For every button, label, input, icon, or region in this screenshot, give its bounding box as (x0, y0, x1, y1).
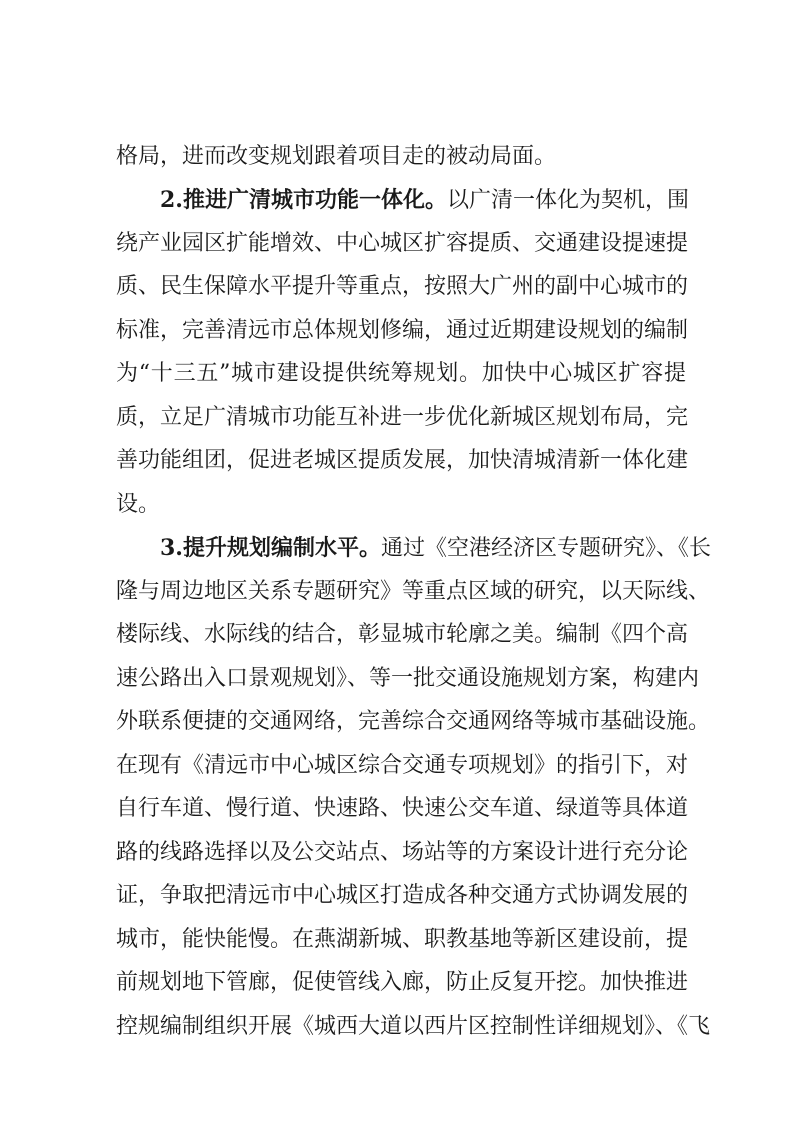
text-line-20: 前规划地下管廊，促使管线入廊，防止反复开挖。加快推进 (116, 970, 689, 995)
text-line-17: 路的线路选择以及公交站点、场站等的方案设计进行充分论 (116, 840, 689, 865)
section-2-heading: 2.推进广清城市功能一体化。 (160, 187, 447, 213)
section-3-heading: 3.提升规划编制水平。 (160, 535, 381, 561)
text-line-5: 标准，完善清远市总体规划修编，通过近期建设规划的编制 (116, 318, 689, 343)
text-line-14: 外联系便捷的交通网络，完善综合交通网络等城市基础设施。 (116, 709, 711, 734)
section-2-first-line: 2.推进广清城市功能一体化。以广清一体化为契机，围 (160, 187, 689, 213)
text-line-11: 隆与周边地区关系专题研究》等重点区域的研究，以天际线、 (116, 579, 711, 604)
text-line-7: 质，立足广清城市功能互补进一步优化新城区规划布局，完 (116, 405, 689, 430)
text-line-6: 为“十三五”城市建设提供统筹规划。加快中心城区扩容提 (116, 361, 686, 386)
text-line-18: 证，争取把清远市中心城区打造成各种交通方式协调发展的 (116, 883, 689, 908)
text-line-3: 绕产业园区扩能增效、中心城区扩容提质、交通建设提速提 (116, 231, 689, 256)
text-line-4: 质、民生保障水平提升等重点，按照大广州的副中心城市的 (116, 274, 689, 299)
text-line-19: 城市，能快能慢。在燕湖新城、职教基地等新区建设前，提 (116, 927, 689, 952)
text-line-13: 速公路出入口景观规划》、等一批交通设施规划方案，构建内 (116, 666, 700, 691)
text-line-16: 自行车道、慢行道、快速路、快速公交车道、绿道等具体道 (116, 796, 689, 821)
text-line-1: 格局，进而改变规划跟着项目走的被动局面。 (116, 144, 557, 169)
text-line-8: 善功能组团，促进老城区提质发展，加快清城清新一体化建 (116, 448, 689, 473)
text-line-15: 在现有《清远市中心城区综合交通专项规划》的指引下，对 (116, 753, 689, 778)
text-line-21: 控规编制组织开展《城西大道以西片区控制性详细规划》、《飞 (116, 1014, 711, 1039)
text-line-9: 设。 (116, 492, 161, 517)
text-line-12: 楼际线、水际线的结合，彰显城市轮廓之美。编制《四个高 (116, 622, 689, 647)
section-3-first-line: 3.提升规划编制水平。通过《空港经济区专题研究》、《长 (160, 535, 711, 561)
